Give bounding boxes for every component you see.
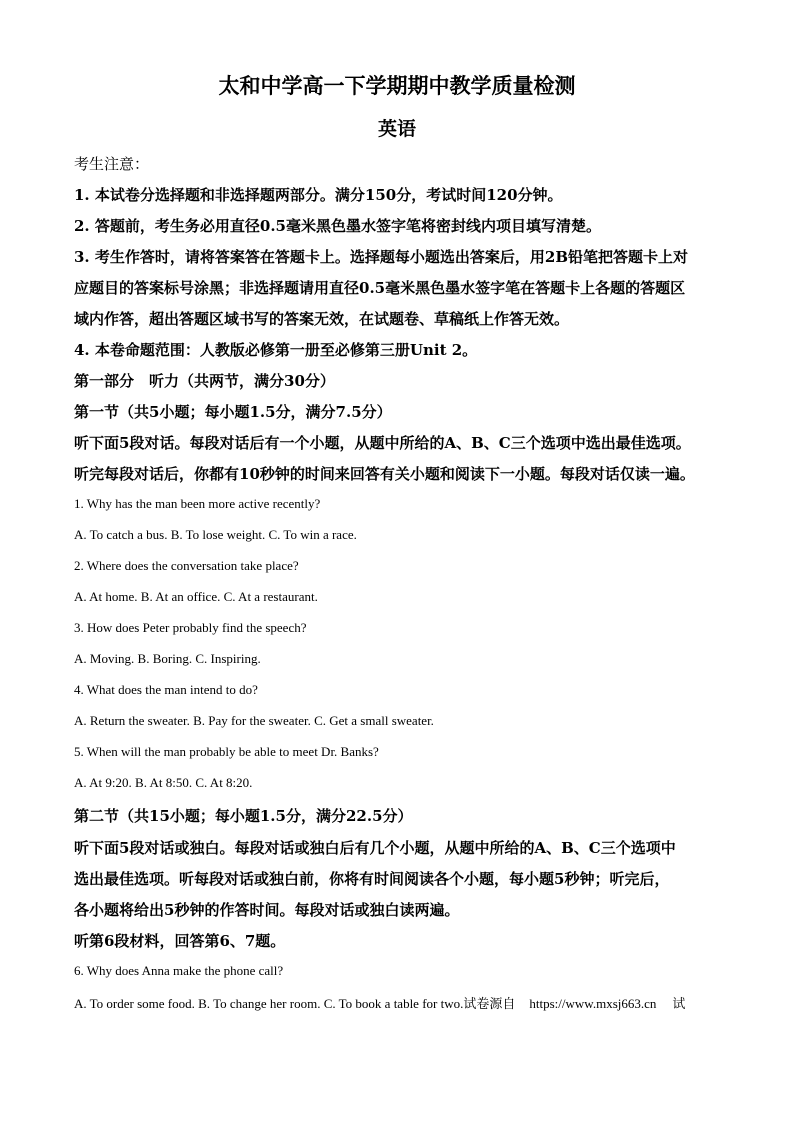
question-3: 3. How does Peter probably find the speech? bbox=[74, 620, 307, 635]
page-title: 太和中学高一下学期期中教学质量检测 bbox=[218, 73, 576, 98]
notice-item-3-cont-1: 应题目的答案标号涂黑；非选择题请用直径0.5毫米黑色墨水签字笔在答题卡上各题的答题区 bbox=[74, 279, 686, 297]
watermark-url: https://www.mxsj663.cn bbox=[529, 996, 657, 1011]
section2-heading: 第二节（共15小题；每小题1.5分，满分22.5分） bbox=[74, 807, 413, 825]
material-6-heading: 听第6段材料，回答第6、7题。 bbox=[74, 932, 286, 950]
question-2: 2. Where does the conversation take place? bbox=[74, 558, 299, 573]
section2-instruction-1: 听下面5段对话或独白。每段对话或独白后有几个小题，从题中所给的A、B、C三个选项中 bbox=[74, 839, 676, 857]
notice-heading: 考生注意： bbox=[74, 155, 150, 173]
section2-instruction-3: 各小题将给出5秒钟的作答时间。每段对话或独白读两遍。 bbox=[74, 901, 460, 919]
subject-title: 英语 bbox=[377, 118, 416, 140]
part1-heading: 第一部分 听力（共两节，满分30分） bbox=[74, 372, 335, 390]
question-4-options: A. Return the sweater. B. Pay for the sweater. C. Get a small sweater. bbox=[74, 713, 434, 728]
notice-item-2: 2. 答题前，考生务必用直径0.5毫米黑色墨水签字笔将密封线内项目填写清楚。 bbox=[74, 217, 601, 235]
watermark-source-label: 试卷源自 bbox=[463, 996, 516, 1011]
notice-item-3: 3. 考生作答时，请将答案答在答题卡上。选择题每小题选出答案后，用2B铅笔把答题卡上对 bbox=[74, 248, 689, 266]
question-5-options: A. At 9:20. B. At 8:50. C. At 8:20. bbox=[74, 775, 253, 790]
question-5: 5. When will the man probably be able to meet Dr. Banks? bbox=[74, 744, 379, 759]
notice-item-3-cont-2: 域内作答，超出答题区域书写的答案无效，在试题卷、草稿纸上作答无效。 bbox=[74, 310, 570, 328]
section1-heading: 第一节（共5小题；每小题1.5分，满分7.5分） bbox=[74, 403, 392, 421]
section1-instruction-2: 听完每段对话后，你都有10秒钟的时间来回答有关小题和阅读下一小题。每段对话仅读一遍。 bbox=[74, 465, 695, 483]
question-6: 6. Why does Anna make the phone call? bbox=[74, 963, 284, 978]
section2-instruction-2: 选出最佳选项。听每段对话或独白前，你将有时间阅读各个小题，每小题5秒钟；听完后， bbox=[74, 870, 670, 888]
question-1-options: A. To catch a bus. B. To lose weight. C. To win a race. bbox=[74, 527, 357, 542]
question-6-options: A. To order some food. B. To change her room. C. To book a table for two. bbox=[74, 996, 464, 1011]
question-1: 1. Why has the man been more active recently? bbox=[74, 496, 321, 511]
question-2-options: A. At home. B. At an office. C. At a restaurant. bbox=[74, 589, 318, 604]
question-6-line bbox=[74, 993, 722, 1012]
question-3-options: A. Moving. B. Boring. C. Inspiring. bbox=[74, 651, 261, 666]
watermark-trail: 试 bbox=[672, 996, 686, 1011]
section1-instruction-1: 听下面5段对话。每段对话后有一个小题，从题中所给的A、B、C三个选项中选出最佳选项。 bbox=[74, 434, 691, 452]
question-4: 4. What does the man intend to do? bbox=[74, 682, 258, 697]
notice-item-1: 1. 本试卷分选择题和非选择题两部分。满分150分，考试时间120分钟。 bbox=[74, 186, 563, 204]
notice-item-4: 4. 本卷命题范围：人教版必修第一册至必修第三册Unit 2。 bbox=[74, 341, 478, 359]
